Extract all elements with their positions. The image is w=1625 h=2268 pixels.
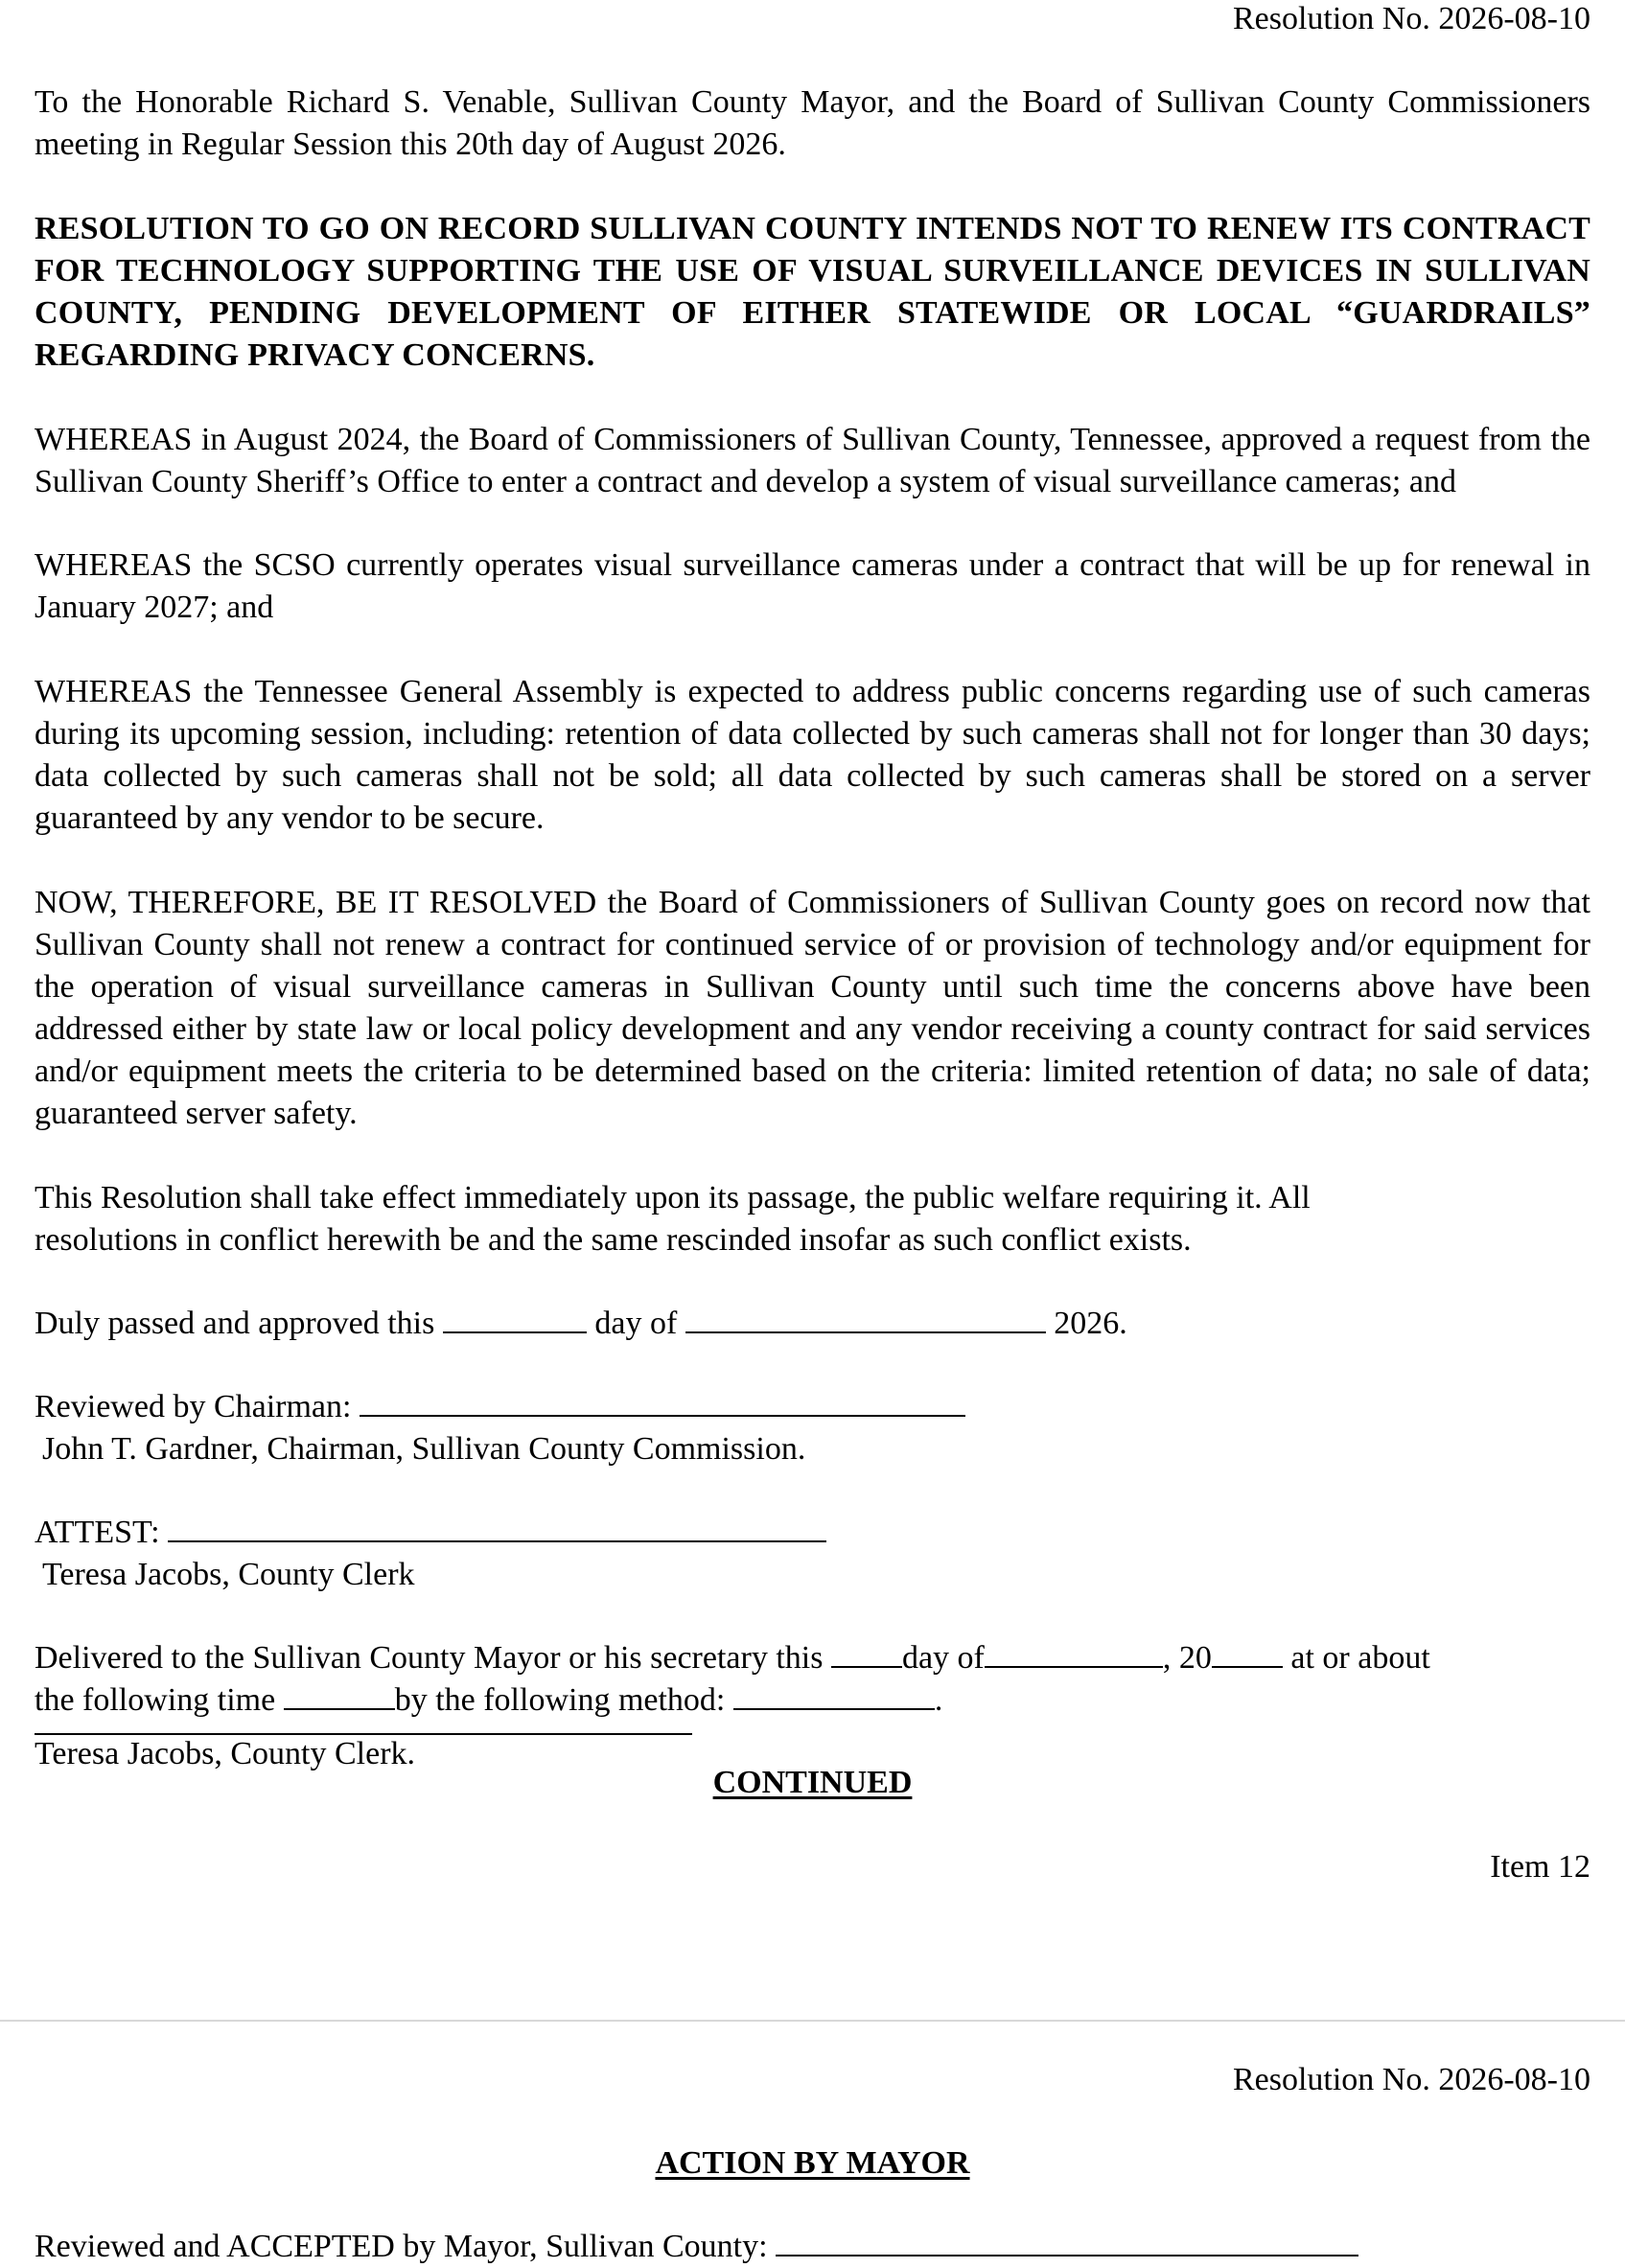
clerk-signature-name: Teresa Jacobs, County Clerk. bbox=[35, 1736, 416, 1771]
delivered-day-blank bbox=[831, 1637, 902, 1668]
whereas-paragraph-3: WHEREAS the Tennessee General Assembly is expected to address public concerns regarding use of such cameras during its upcoming session, including: retention of data collected by such cameras shall not for longer than 30 days; data collected by such cameras shall not be sold; all data collected by such cameras shall be stored on a server guaranteed by any vendor to be secure. bbox=[35, 674, 1590, 836]
mayor-accepted-line bbox=[35, 2226, 1590, 2268]
attest-signature-line bbox=[168, 1512, 826, 1542]
resolution-number: Resolution No. 2026-08-10 bbox=[1232, 1, 1590, 36]
delivered-text-1: Delivered to the Sullivan County Mayor or his secretary this bbox=[35, 1640, 824, 1676]
delivered-text-7: . bbox=[934, 1682, 943, 1718]
chairman-signature-block bbox=[35, 1386, 1590, 1470]
delivered-time-blank bbox=[284, 1679, 395, 1710]
passed-mid: day of bbox=[594, 1306, 678, 1341]
chairman-name: John T. Gardner, Chairman, Sullivan County Commission. bbox=[42, 1431, 806, 1467]
chairman-signature-line bbox=[360, 1386, 965, 1417]
effect-line-1: This Resolution shall take effect immediately upon its passage, the public welfare requiring it. All bbox=[35, 1180, 1311, 1215]
whereas-paragraph-1: WHEREAS in August 2024, the Board of Commissioners of Sullivan County, Tennessee, approved a request from the Sullivan County Sheriff’s Office to enter a contract and develop a system of visual surveillance cameras; and bbox=[35, 422, 1590, 499]
mayor-signature-line bbox=[776, 2226, 1358, 2256]
item-number: Item 12 bbox=[1490, 1849, 1590, 1885]
passed-day-blank bbox=[443, 1303, 587, 1333]
attest-name: Teresa Jacobs, County Clerk bbox=[42, 1557, 415, 1592]
resolution-title: RESOLUTION TO GO ON RECORD SULLIVAN COUNTY INTENDS NOT TO RENEW ITS CONTRACT FOR TECHNOLOGY SUPPORTING THE USE OF VISUAL SURVEILLANCE DEVICES IN SULLIVAN COUNTY, PENDING DEVELOPMENT OF EITHER STATEWIDE OR LOCAL “GUARDRAILS” REGARDING PRIVACY CONCERNS. bbox=[35, 211, 1590, 373]
delivered-method-blank bbox=[733, 1679, 935, 1710]
delivered-text-5: the following time bbox=[35, 1682, 276, 1718]
delivered-month-blank bbox=[985, 1637, 1163, 1668]
resolved-paragraph: NOW, THEREFORE, BE IT RESOLVED the Board of Commissioners of Sullivan County goes on record now that Sullivan County shall not renew a contract for continued service of or provision of technology and/or equipment for the operation of visual surveillance cameras in Sullivan County until such time the concerns above have been addressed either by state law or local policy development and any vendor receiving a county contract for said services and/or equipment meets the criteria to be determined based on the criteria: limited retention of data; no sale of data; guaranteed server safety. bbox=[35, 885, 1590, 1131]
whereas-paragraph-2: WHEREAS the SCSO currently operates visual surveillance cameras under a contract that will be up for renewal in January 2027; and bbox=[35, 547, 1590, 625]
resolution-number-page-2: Resolution No. 2026-08-10 bbox=[1232, 2062, 1590, 2097]
chairman-label: Reviewed by Chairman: bbox=[35, 1389, 352, 1424]
passed-prefix: Duly passed and approved this bbox=[35, 1306, 435, 1341]
mayor-accepted-label: Reviewed and ACCEPTED by Mayor, Sullivan County: bbox=[35, 2229, 768, 2264]
delivered-year-blank bbox=[1212, 1637, 1283, 1668]
delivered-text-4: at or about bbox=[1282, 1640, 1430, 1676]
attest-signature-block bbox=[35, 1512, 1590, 1596]
effect-line-2: resolutions in conflict herewith be and the same rescinded insofar as such conflict exists. bbox=[35, 1222, 1192, 1258]
delivered-text-2: day of bbox=[901, 1640, 985, 1676]
continued-label: CONTINUED bbox=[712, 1765, 913, 1800]
address-paragraph: To the Honorable Richard S. Venable, Sullivan County Mayor, and the Board of Sullivan County Commissioners meeting in Regular Session this 20th day of August 2026. bbox=[35, 84, 1590, 162]
passed-suffix: 2026. bbox=[1054, 1306, 1127, 1341]
attest-label: ATTEST: bbox=[35, 1515, 160, 1550]
page-divider bbox=[0, 2020, 1625, 2022]
delivered-text-3: , 20 bbox=[1162, 1640, 1212, 1676]
passed-line bbox=[35, 1303, 1590, 1345]
resolution-page-1 bbox=[35, 0, 1590, 1888]
resolution-page-2 bbox=[35, 2059, 1590, 2268]
delivered-text-6: by the following method: bbox=[394, 1682, 726, 1718]
action-by-mayor-heading: ACTION BY MAYOR bbox=[655, 2145, 970, 2181]
passed-month-blank bbox=[685, 1303, 1046, 1333]
delivery-block bbox=[35, 1637, 1590, 1775]
effect-paragraph bbox=[35, 1177, 1590, 1261]
